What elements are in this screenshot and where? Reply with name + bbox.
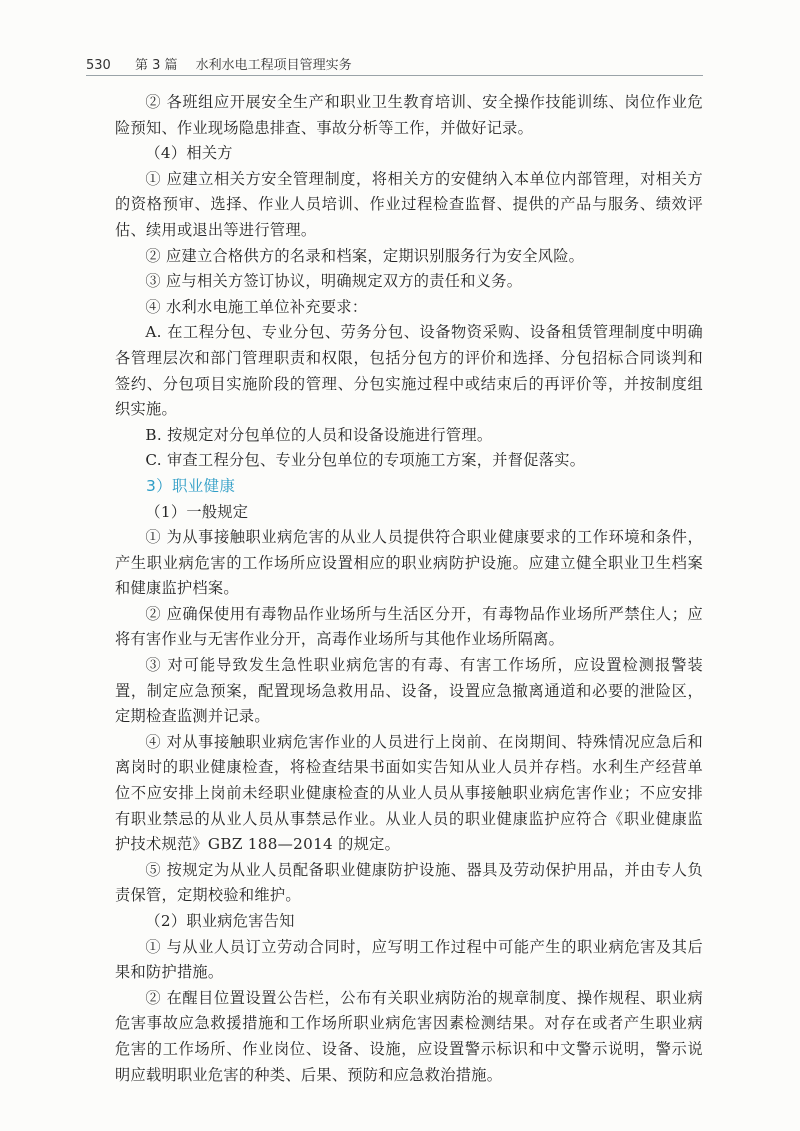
paragraph-sign-agreement: ③ 应与相关方签订协议，明确规定双方的责任和义务。 xyxy=(145,272,523,291)
paragraph-related-parties-system: ① 应建立相关方安全管理制度，将相关方的安健纳入本单位内部管理，对相关方的资格预审、选择、作业人员培训、作业过程检查监督、提供的产品与服务、绩效评估、续用或退出等进行管理。 xyxy=(115,169,703,239)
page-body xyxy=(115,90,703,1088)
paragraph-health-checks: ④ 对从事接触职业病危害作业的人员进行上岗前、在岗期间、特殊情况应急后和离岗时的职业健康检查，将检查结果书面如实告知从业人员并存档。水利生产经营单位不应安排上岗前未经职业健康检查的从业人员从事接触职业病危害作业；不应安排有职业禁忌的从业人员从事禁忌作业。从业人员的职业健康监护应符合《职业健康监护技术规范》GBZ 188—2014 的规定。 xyxy=(115,732,703,854)
paragraph-item-b: B. 按规定对分包单位的人员和设备设施进行管理。 xyxy=(145,425,493,444)
paragraph-item-c: C. 审查工程分包、专业分包单位的专项施工方案，并督促落实。 xyxy=(145,451,586,470)
part-label: 第 3 篇 xyxy=(134,58,178,73)
paragraph-bulletin-board: ② 在醒目位置设置公告栏，公布有关职业病防治的规章制度、操作规程、职业病危害事故应急救援措施和工作场所职业病危害因素检测结果。对存在或者产生职业病危害的工作场所、作业岗位、设备、设施，应设置警示标识和中文警示说明，警示说明应载明职业危害的种类、后果、预防和应急救治措施。 xyxy=(115,988,703,1084)
page-number: 530 xyxy=(86,58,111,73)
paragraph-alarm-devices: ③ 对可能导致发生急性职业病危害的有毒、有害工作场所，应设置检测报警装置，制定应急预案，配置现场急救用品、设备，设置应急撤离通道和必要的泄险区，定期检查监测并记录。 xyxy=(115,656,703,726)
section-heading-occupational-health: 3）职业健康 xyxy=(146,476,236,495)
section-heading-related-parties: （4）相关方 xyxy=(145,144,233,163)
paragraph-work-environment: ① 为从事接触职业病危害的从业人员提供符合职业健康要求的工作环境和条件，产生职业病危害的工作场所应设置相应的职业病防护设施。应建立健全职业卫生档案和健康监护档案。 xyxy=(115,528,703,598)
book-title: 水利水电工程项目管理实务 xyxy=(195,58,352,73)
page-header xyxy=(86,54,352,73)
paragraph-protective-equipment: ⑤ 按规定为从业人员配备职业健康防护设施、器具及劳动保护用品，并由专人负责保管，定期校验和维护。 xyxy=(115,860,703,905)
header-rule xyxy=(86,75,703,76)
paragraph-qualified-suppliers: ② 应建立合格供方的名录和档案，定期识别服务行为安全风险。 xyxy=(145,246,585,265)
section-heading-general-rules: （1）一般规定 xyxy=(145,502,249,521)
paragraph-labor-contract: ① 与从业人员订立劳动合同时，应写明工作过程中可能产生的职业病危害及其后果和防护措施。 xyxy=(115,937,703,982)
paragraph-supplementary-requirements: ④ 水利水电施工单位补充要求： xyxy=(145,297,368,316)
paragraph-item-a: A. 在工程分包、专业分包、劳务分包、设备物资采购、设备租赁管理制度中明确各管理层次和部门管理职责和权限，包括分包方的评价和选择、分包招标合同谈判和签约、分包项目实施阶段的管理、分包实施过程中或结束后的再评价等，并按制度组织实施。 xyxy=(115,323,703,419)
section-heading-hazard-notification: （2）职业病危害告知 xyxy=(145,912,295,930)
paragraph-team-training: ② 各班组应开展安全生产和职业卫生教育培训、安全操作技能训练、岗位作业危险预知、作业现场隐患排查、事故分析等工作，并做好记录。 xyxy=(115,93,703,137)
paragraph-toxic-separation: ② 应确保使用有毒物品作业场所与生活区分开，有毒物品作业场所严禁住人；应将有害作业与无害作业分开，高毒作业场所与其他作业场所隔离。 xyxy=(115,604,703,649)
